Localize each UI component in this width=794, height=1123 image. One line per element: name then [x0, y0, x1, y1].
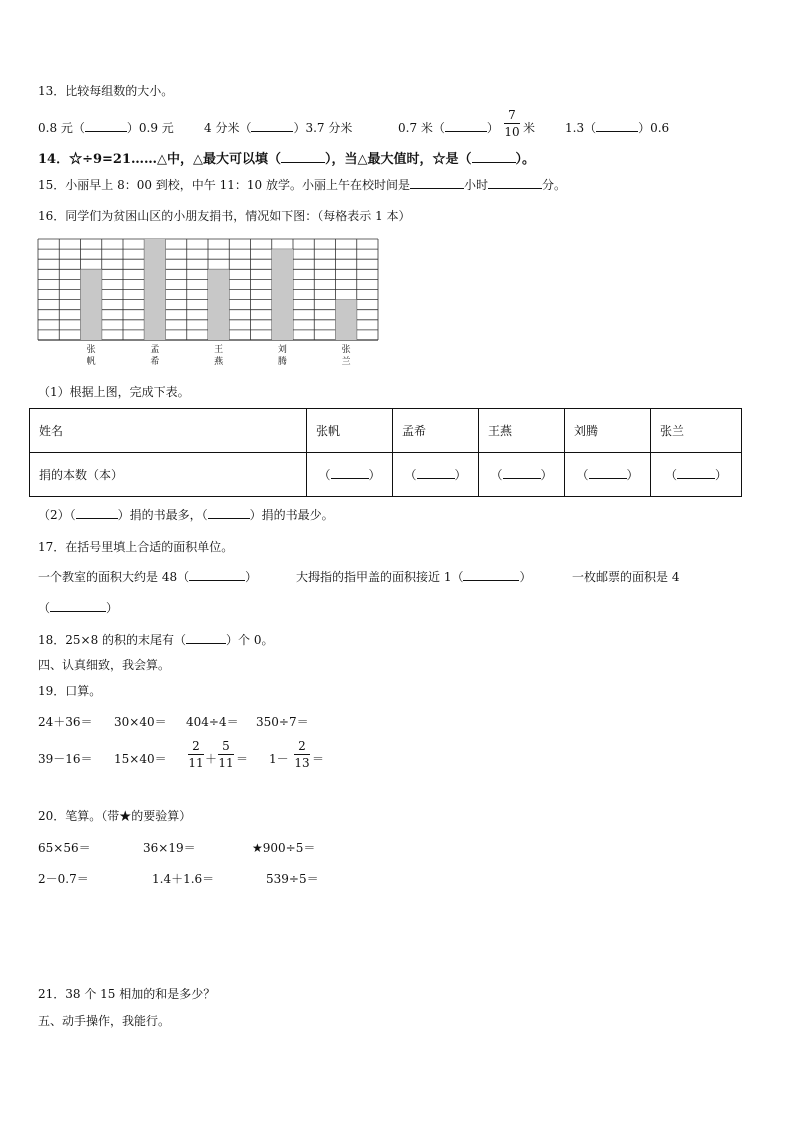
- table-row-counts: [30, 453, 742, 497]
- q17-a: 一个教室的面积大约是 48（ ）: [38, 570, 258, 584]
- category-label: 孟 希: [150, 345, 160, 367]
- oral-calc: 39－16＝: [38, 752, 93, 766]
- fraction-2-11: 2 11: [188, 739, 204, 770]
- bar-张兰: [336, 300, 357, 340]
- book-donation-bar-chart: [0, 0, 794, 380]
- equals-sign: ＝: [236, 752, 249, 766]
- q16-sub2: （2）（ ）捐的书最多，（ ）捐的书最少。: [38, 508, 334, 522]
- q13-item-4: 1.3（ ）0.6: [565, 121, 670, 135]
- q13-item-3: 0.7 米（ ）: [398, 121, 499, 135]
- q17-title: 17．在括号里填上合适的面积单位。: [38, 540, 234, 554]
- fraction-2-13: 2 13: [294, 739, 310, 770]
- category-label: 刘 腾: [277, 345, 287, 367]
- oral-calc: 15×40＝: [114, 752, 167, 766]
- section-4-title: 四、认真细致，我会算。: [38, 658, 171, 672]
- answer-blank[interactable]: [50, 600, 106, 612]
- q20-title: 20．笔算。（带★的要验算）: [38, 809, 192, 823]
- bar-王燕: [208, 269, 229, 340]
- unit-meter: 米: [523, 121, 536, 135]
- table-cell-name: 王燕: [479, 409, 565, 453]
- oral-calc: 350÷7＝: [256, 715, 309, 729]
- table-cell-name: 刘腾: [565, 409, 651, 453]
- written-calc: ★900÷5＝: [252, 841, 316, 855]
- answer-blank[interactable]: [76, 507, 118, 519]
- q17-d: （ ）: [38, 601, 119, 615]
- donation-table: [29, 408, 742, 497]
- table-answer-cell[interactable]: （ ）: [307, 453, 393, 497]
- bar-张帆: [81, 269, 102, 340]
- oral-calc: 404÷4＝: [186, 715, 239, 729]
- q14: 14．☆÷9=21……△中，△最大可以填（ ），当△最大值时，☆是（ ）。: [38, 152, 536, 167]
- written-calc: 2－0.7＝: [38, 872, 89, 886]
- table-answer-cell[interactable]: （ ）: [393, 453, 479, 497]
- written-calc: 1.4＋1.6＝: [152, 872, 215, 886]
- bar-孟希: [144, 239, 165, 340]
- written-calc: 65×56＝: [38, 841, 91, 855]
- q18: 18．25×8 的积的末尾有（ ）个 0。: [38, 633, 274, 647]
- oral-calc: 24＋36＝: [38, 715, 93, 729]
- answer-blank[interactable]: [186, 632, 226, 644]
- bar-刘腾: [272, 249, 293, 340]
- q19-title: 19．口算。: [38, 684, 102, 698]
- oral-calc: 30×40＝: [114, 715, 167, 729]
- q21: 21．38 个 15 相加的和是多少？: [38, 987, 216, 1001]
- table-answer-cell[interactable]: （ ）: [651, 453, 742, 497]
- q16-title: 16．同学们为贫困山区的小朋友捐书，情况如下图：（每格表示 1 本）: [38, 209, 411, 223]
- q13-item-2: 4 分米（ ）3.7 分米: [204, 121, 353, 135]
- written-calc: 36×19＝: [143, 841, 196, 855]
- q15: 15．小丽早上 8：00 到校，中午 11：10 放学。小丽上午在校时间是 小时 分。: [38, 178, 567, 192]
- q17-b: 大拇指的指甲盖的面积接近 1（ ）: [296, 570, 532, 584]
- category-label: 王 燕: [214, 345, 224, 367]
- answer-blank[interactable]: [463, 569, 519, 581]
- section-5-title: 五、动手操作，我能行。: [38, 1014, 171, 1028]
- written-calc: 539÷5＝: [266, 872, 319, 886]
- plus-sign: ＋: [205, 752, 218, 766]
- fraction-5-11: 5 11: [218, 739, 234, 770]
- table-answer-cell[interactable]: （ ）: [479, 453, 565, 497]
- table-header-name: 姓名: [30, 409, 307, 453]
- table-row-names: [30, 409, 742, 453]
- table-answer-cell[interactable]: （ ）: [565, 453, 651, 497]
- table-header-count: 捐的本数（本）: [30, 453, 307, 497]
- one-minus: 1－: [269, 752, 289, 766]
- table-cell-name: 张兰: [651, 409, 742, 453]
- answer-blank[interactable]: [208, 507, 250, 519]
- category-label: 张 帆: [86, 345, 96, 367]
- equals-sign: ＝: [312, 752, 325, 766]
- fraction-7-10: 7 10: [504, 108, 520, 139]
- table-cell-name: 张帆: [307, 409, 393, 453]
- answer-blank[interactable]: [189, 569, 245, 581]
- q13-item-1: 0.8 元（ ）0.9 元: [38, 121, 174, 135]
- category-label: 张 兰: [341, 345, 351, 367]
- q17-c: 一枚邮票的面积是 4: [572, 570, 680, 584]
- q16-sub1: （1）根据上图，完成下表。: [38, 385, 190, 399]
- table-cell-name: 孟希: [393, 409, 479, 453]
- q13-title: 13．比较每组数的大小。: [38, 84, 174, 98]
